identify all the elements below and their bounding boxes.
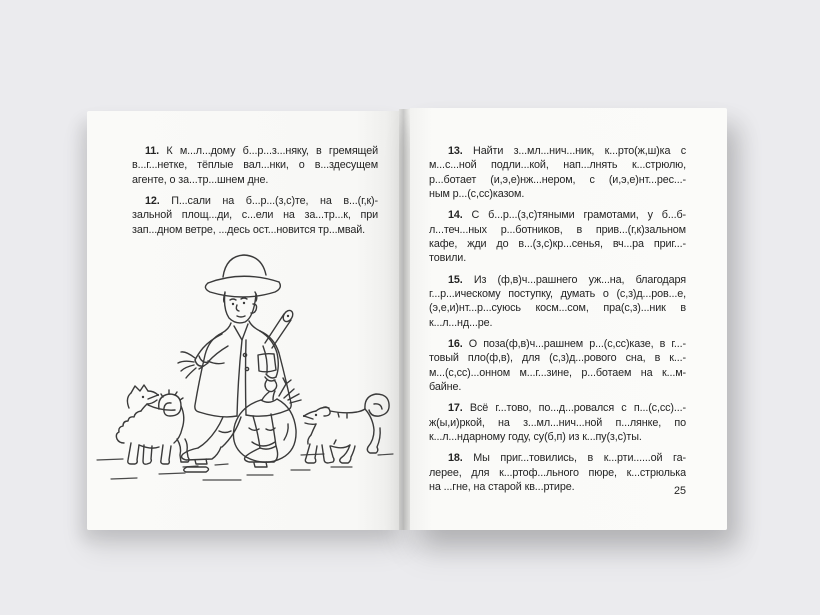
exercise-line: г...р...ическому поступку, думать о (с,з)д...ров...е, xyxy=(429,287,686,300)
boy-figure xyxy=(178,255,295,472)
exercise-line: 14. С б...р...(з,с)тяными грамотами, у б...б- xyxy=(448,209,686,222)
exercise-17 xyxy=(429,401,686,444)
exercise-line: зальной площ...ди, с...ели на за...тр...к, при xyxy=(132,209,378,222)
exercise-line: р...ботает (и,э,е)нж...нером, с (и,э,е)нт...рес...- xyxy=(429,173,686,186)
exercise-number: 11. xyxy=(145,145,160,157)
book-gutter xyxy=(399,109,410,530)
right-page-text xyxy=(429,144,686,494)
exercise-line: товый пло(ф,в), для (с,з)д...рового сна, в к...- xyxy=(429,352,686,365)
exercise-line: на ...гне, на старой кв...ртире. xyxy=(429,480,575,493)
right-dog xyxy=(303,394,389,463)
illustration-boy-with-sack-and-dogs xyxy=(95,247,395,493)
exercise-16 xyxy=(429,337,686,394)
book-spread xyxy=(87,108,727,530)
left-page xyxy=(87,111,399,530)
exercise-line: м...с...ной подли...кой, нап...лнять к...стрюлю, xyxy=(429,159,686,172)
exercise-15 xyxy=(429,273,686,330)
exercise-line: агенте, о за...тр...шнем дне. xyxy=(132,173,269,186)
exercise-13 xyxy=(429,144,686,201)
exercise-line: (э,е,и)нт...р...суюсь косм...сом, пра(с,з)...ник в xyxy=(429,302,686,315)
exercise-line: 16. О поза(ф,в)ч...рашнем р...(с,сс)казе, в г...- xyxy=(448,337,686,350)
exercise-number: 13. xyxy=(448,145,463,157)
exercise-line: в...г...нетке, тёплые вал...нки, о в...здесущем xyxy=(132,159,378,172)
exercise-line: л...теч...ных р...ботников, в прив...(г,к)зальном xyxy=(429,223,686,236)
exercise-line: товили. xyxy=(429,252,467,265)
exercise-number: 17. xyxy=(448,402,463,415)
exercise-line: 15. Из (ф,в)ч...рашнего уж...на, благодаря xyxy=(448,273,686,286)
exercise-number: 12. xyxy=(145,194,160,207)
exercise-line: ж(ы,и)ркой, на з...мл...нич...ной п...лянке, по xyxy=(429,416,686,429)
exercise-line: 18. Мы приг...товились, в к...рти......ой га- xyxy=(448,452,686,465)
exercise-14 xyxy=(429,208,686,265)
exercise-number: 14. xyxy=(448,209,463,222)
exercise-line: ным р...(с,сс)казом. xyxy=(429,187,525,200)
exercise-line: зап...дном ветре, ...десь ост...новится тр...мвай. xyxy=(132,223,366,236)
exercise-line: м...(с,сс)...онном м...г...зине, р...ботаем на к...м- xyxy=(429,366,686,379)
page-number: 25 xyxy=(673,485,686,497)
exercise-line: кафе, жди до в...(з,с)кр...сенья, вч...ра приг...- xyxy=(429,237,686,250)
exercise-11 xyxy=(132,144,378,187)
left-page-text xyxy=(132,144,378,237)
exercise-line: лерее, для к...ртоф...льного пюре, к...стрюлька xyxy=(429,466,686,479)
right-page xyxy=(410,108,727,530)
exercise-number: 16. xyxy=(448,337,463,350)
exercise-line: к...л...нд...ре. xyxy=(429,316,493,329)
exercise-number: 15. xyxy=(448,273,463,286)
exercise-line: 17. Всё г...тово, по...д...ровался с п...(с,сс)...- xyxy=(448,402,686,415)
exercise-line: байне. xyxy=(429,380,462,393)
exercise-line: 13. Найти з...мл...нич...ник, к...рто(ж,ш)ка с xyxy=(448,145,686,157)
left-dog xyxy=(116,385,189,464)
exercise-number: 18. xyxy=(448,452,463,465)
exercise-line: 11. К м...л...дому б...р...з...няку, в гремящей xyxy=(145,145,378,157)
exercise-line: к...л...ндарному году, су(б,п) из к...пу(з,с)ты. xyxy=(429,430,642,443)
exercise-12 xyxy=(132,194,378,237)
exercise-line: 12. П...сали на б...р...(з,с)те, на в...(г,к)- xyxy=(145,194,378,207)
